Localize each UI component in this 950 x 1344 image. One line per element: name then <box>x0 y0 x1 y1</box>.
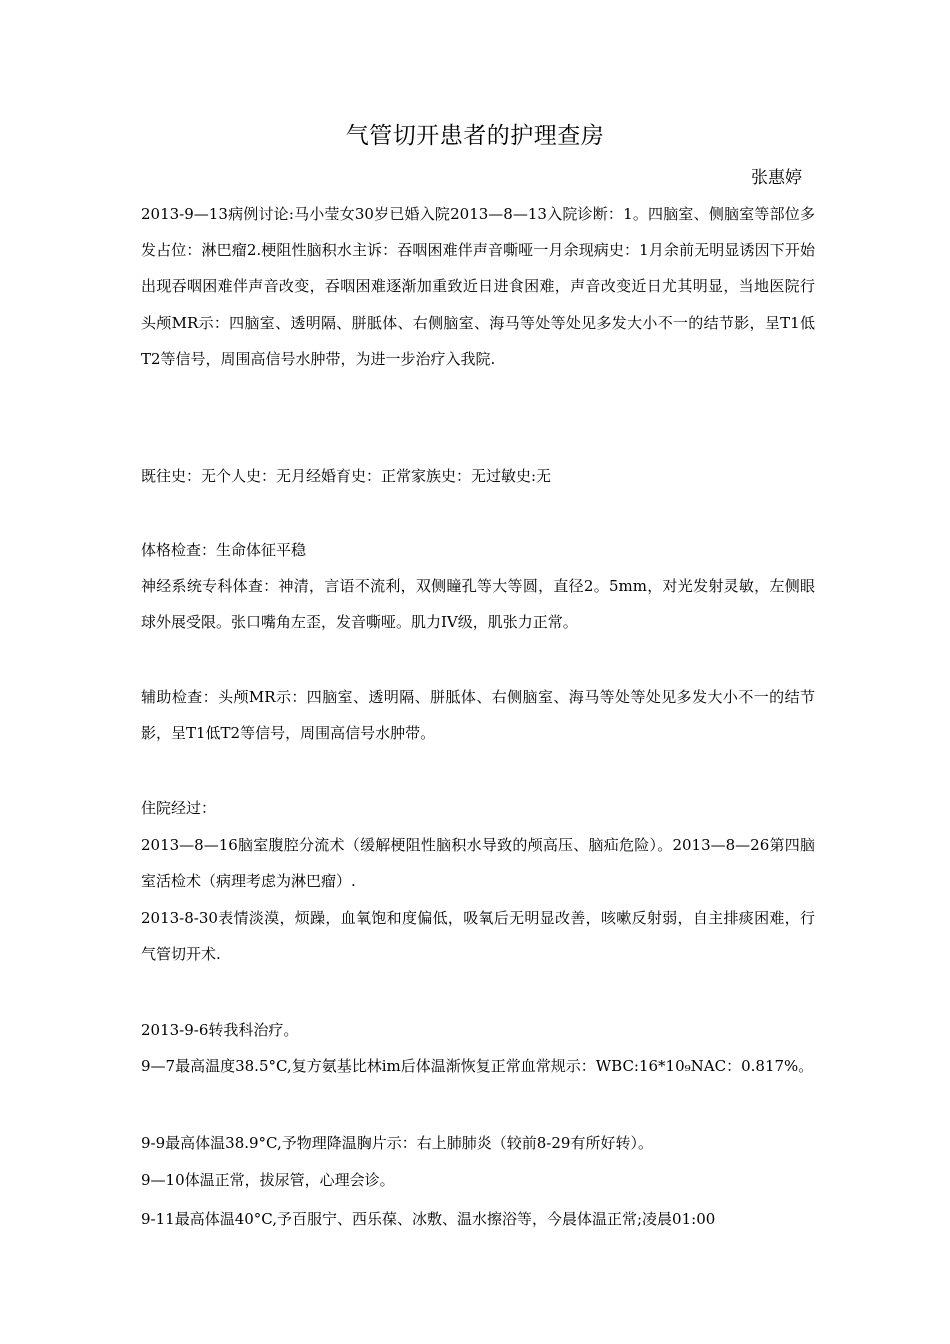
aux-exam-paragraph: 辅助检查：头颅MR示：四脑室、透明隔、胼胝体、右侧脑室、海马等处等处见多发大小不一的结节影，呈T1低T2等信号，周围高信号水肿带。 <box>141 688 815 743</box>
day-9-10-paragraph: 9—10体温正常，拔尿管，心理会诊。 <box>141 1171 395 1189</box>
course-tracheotomy-paragraph: 2013-8-30表情淡漠，烦躁，血氧饱和度偏低，吸氧后无明显改善，咳嗽反射弱，自主排痰困难，行气管切开术. <box>141 909 815 964</box>
course-heading: 住院经过： <box>141 799 217 817</box>
document-title: 气管切开患者的护理查房 <box>345 123 605 149</box>
history-paragraph: 既往史：无个人史：无月经婚育史：正常家族史：无过敏史:无 <box>141 467 552 485</box>
author-name: 张惠婷 <box>751 168 802 188</box>
case-intro-paragraph: 2013-9—13病例讨论:马小莹女30岁已婚入院2013—8—13入院诊断：1。四脑室、侧脑室等部位多发占位：淋巴瘤2.梗阻性脑积水主诉：吞咽困难伴声音嘶哑一月余现病史：1月余前无明显诱因下开始出现吞咽困难伴声音改变，吞咽困难逐渐加重致近日进食困难，声音改变近日尤其明显，当地医院行头颅MR示：四脑室、透明隔、胼胝体、右侧脑室、海马等处等处见多发大小不一的结节影，呈T1低T2等信号，周围高信号水肿带，为进一步治疗入我院. <box>141 205 815 368</box>
day-9-9-paragraph: 9-9最高体温38.9°C,予物理降温胸片示：右上肺肺炎（较前8-29有所好转）。 <box>141 1134 653 1152</box>
physical-exam-paragraph: 体格检查：生命体征平稳 <box>141 541 307 559</box>
day-9-7-paragraph: 9—7最高温度38.5°C,复方氨基比林im后体温渐恢复正常血常规示：WBC:16*10₉NAC：0.817%。 <box>141 1057 814 1075</box>
course-surgery-paragraph: 2013—8—16脑室腹腔分流术（缓解梗阻性脑积水导致的颅高压、脑疝危险）。2013—8—26第四脑室活检术（病理考虑为淋巴瘤）. <box>141 836 815 891</box>
transfer-paragraph: 2013-9-6转我科治疗。 <box>141 1021 299 1039</box>
neuro-exam-paragraph: 神经系统专科体查：神清，言语不流利，双侧瞳孔等大等圆，直径2。5mm，对光发射灵敏，左侧眼球外展受限。张口嘴角左歪，发音嘶哑。肌力IV级，肌张力正常。 <box>141 577 815 632</box>
day-9-11-paragraph: 9-11最高体温40°C,予百服宁、西乐葆、冰敷、温水擦浴等，今晨体温正常;凌晨01:00 <box>141 1210 716 1228</box>
